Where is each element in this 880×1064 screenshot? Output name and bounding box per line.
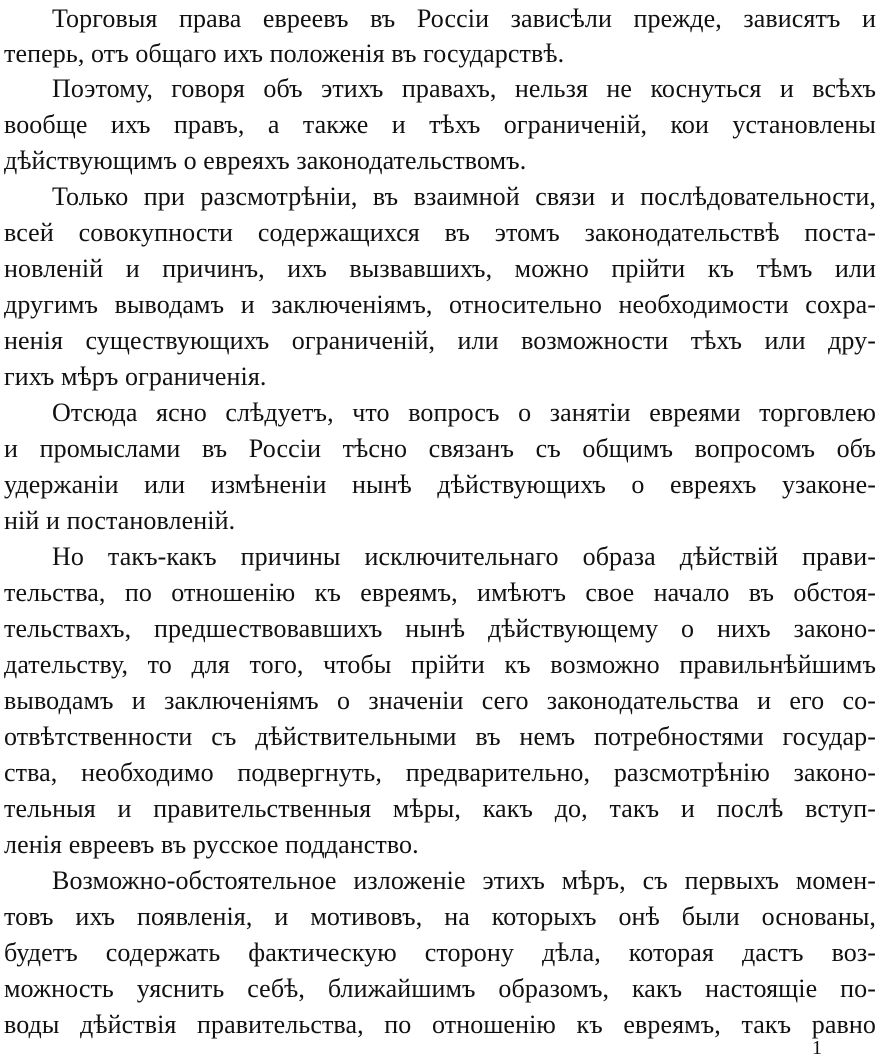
text-line: ненія существующихъ ограниченій, или возможности тѣхъ или дру- [4, 326, 876, 355]
text-line: удержаніи или измѣненіи нынѣ дѣйствующихъ о евреяхъ узаконе- [4, 470, 876, 499]
text-line: Возможно-обстоятельное изложеніе этихъ мѣръ, съ первыхъ момен- [52, 866, 876, 895]
page-number: 1 [812, 1037, 822, 1059]
text-line: выводамъ и заключеніямъ о значеніи сего законодательства и его со- [4, 686, 876, 715]
text-line: Но такъ-какъ причины исключительнаго образа дѣйствій прави- [52, 542, 876, 571]
text-line: Только при разсмотрѣніи, въ взаимной связи и послѣдовательности, [52, 182, 876, 211]
text-line: вообще ихъ правъ, а также и тѣхъ ограниченій, кои установлены [4, 110, 876, 139]
text-line: отвѣтственности съ дѣйствительными въ немъ потребностями государ- [4, 722, 876, 751]
text-line: Поэтому, говоря объ этихъ правахъ, нельзя не коснуться и всѣхъ [52, 74, 876, 103]
text-line: ній и постановленій. [4, 506, 236, 535]
text-line: товъ ихъ появленія, и мотивовъ, на которыхъ онѣ были основаны, [4, 902, 876, 931]
text-line: гихъ мѣръ ограниченія. [4, 362, 267, 391]
text-line: Торговыя права евреевъ въ Россіи зависѣли прежде, зависятъ и [52, 4, 876, 33]
text-line: Отсюда ясно слѣдуетъ, что вопросъ о занятіи евреями торговлею [52, 398, 876, 427]
text-line: новленій и причинъ, ихъ вызвавшихъ, можно прійти къ тѣмъ или [4, 254, 876, 283]
text-line: тельства, по отношенію къ евреямъ, имѣютъ свое начало въ обстоя- [4, 578, 876, 607]
text-line: тельствахъ, предшествовавшихъ нынѣ дѣйствующему о нихъ законо- [4, 614, 876, 643]
text-line: дѣйствующимъ о евреяхъ законодательствомъ. [4, 146, 527, 175]
text-line: другимъ выводамъ и заключеніямъ, относительно необходимости сохра- [4, 290, 876, 319]
text-line: тельныя и правительственныя мѣры, какъ до, такъ и послѣ вступ- [4, 794, 876, 823]
text-line: воды дѣйствія правительства, по отношенію къ евреямъ, такъ равно [4, 1010, 876, 1039]
text-line: и промыслами въ Россіи тѣсно связанъ съ общимъ вопросомъ объ [4, 434, 876, 463]
text-line: будетъ содержать фактическую сторону дѣла, которая дастъ воз- [4, 938, 876, 967]
text-line: можность уяснить себѣ, ближайшимъ образомъ, какъ настоящіе по- [4, 974, 876, 1003]
text-line: всей совокупности содержащихся въ этомъ законодательствѣ поста- [4, 218, 876, 247]
text-line: теперь, отъ общаго ихъ положенія въ государствѣ. [4, 39, 565, 68]
text-line: ленія евреевъ въ русское подданство. [4, 830, 419, 859]
text-line: ства, необходимо подвергнуть, предварительно, разсмотрѣнію законо- [4, 758, 876, 787]
text-line: дательству, то для того, чтобы прійти къ возможно правильнѣйшимъ [4, 650, 876, 679]
